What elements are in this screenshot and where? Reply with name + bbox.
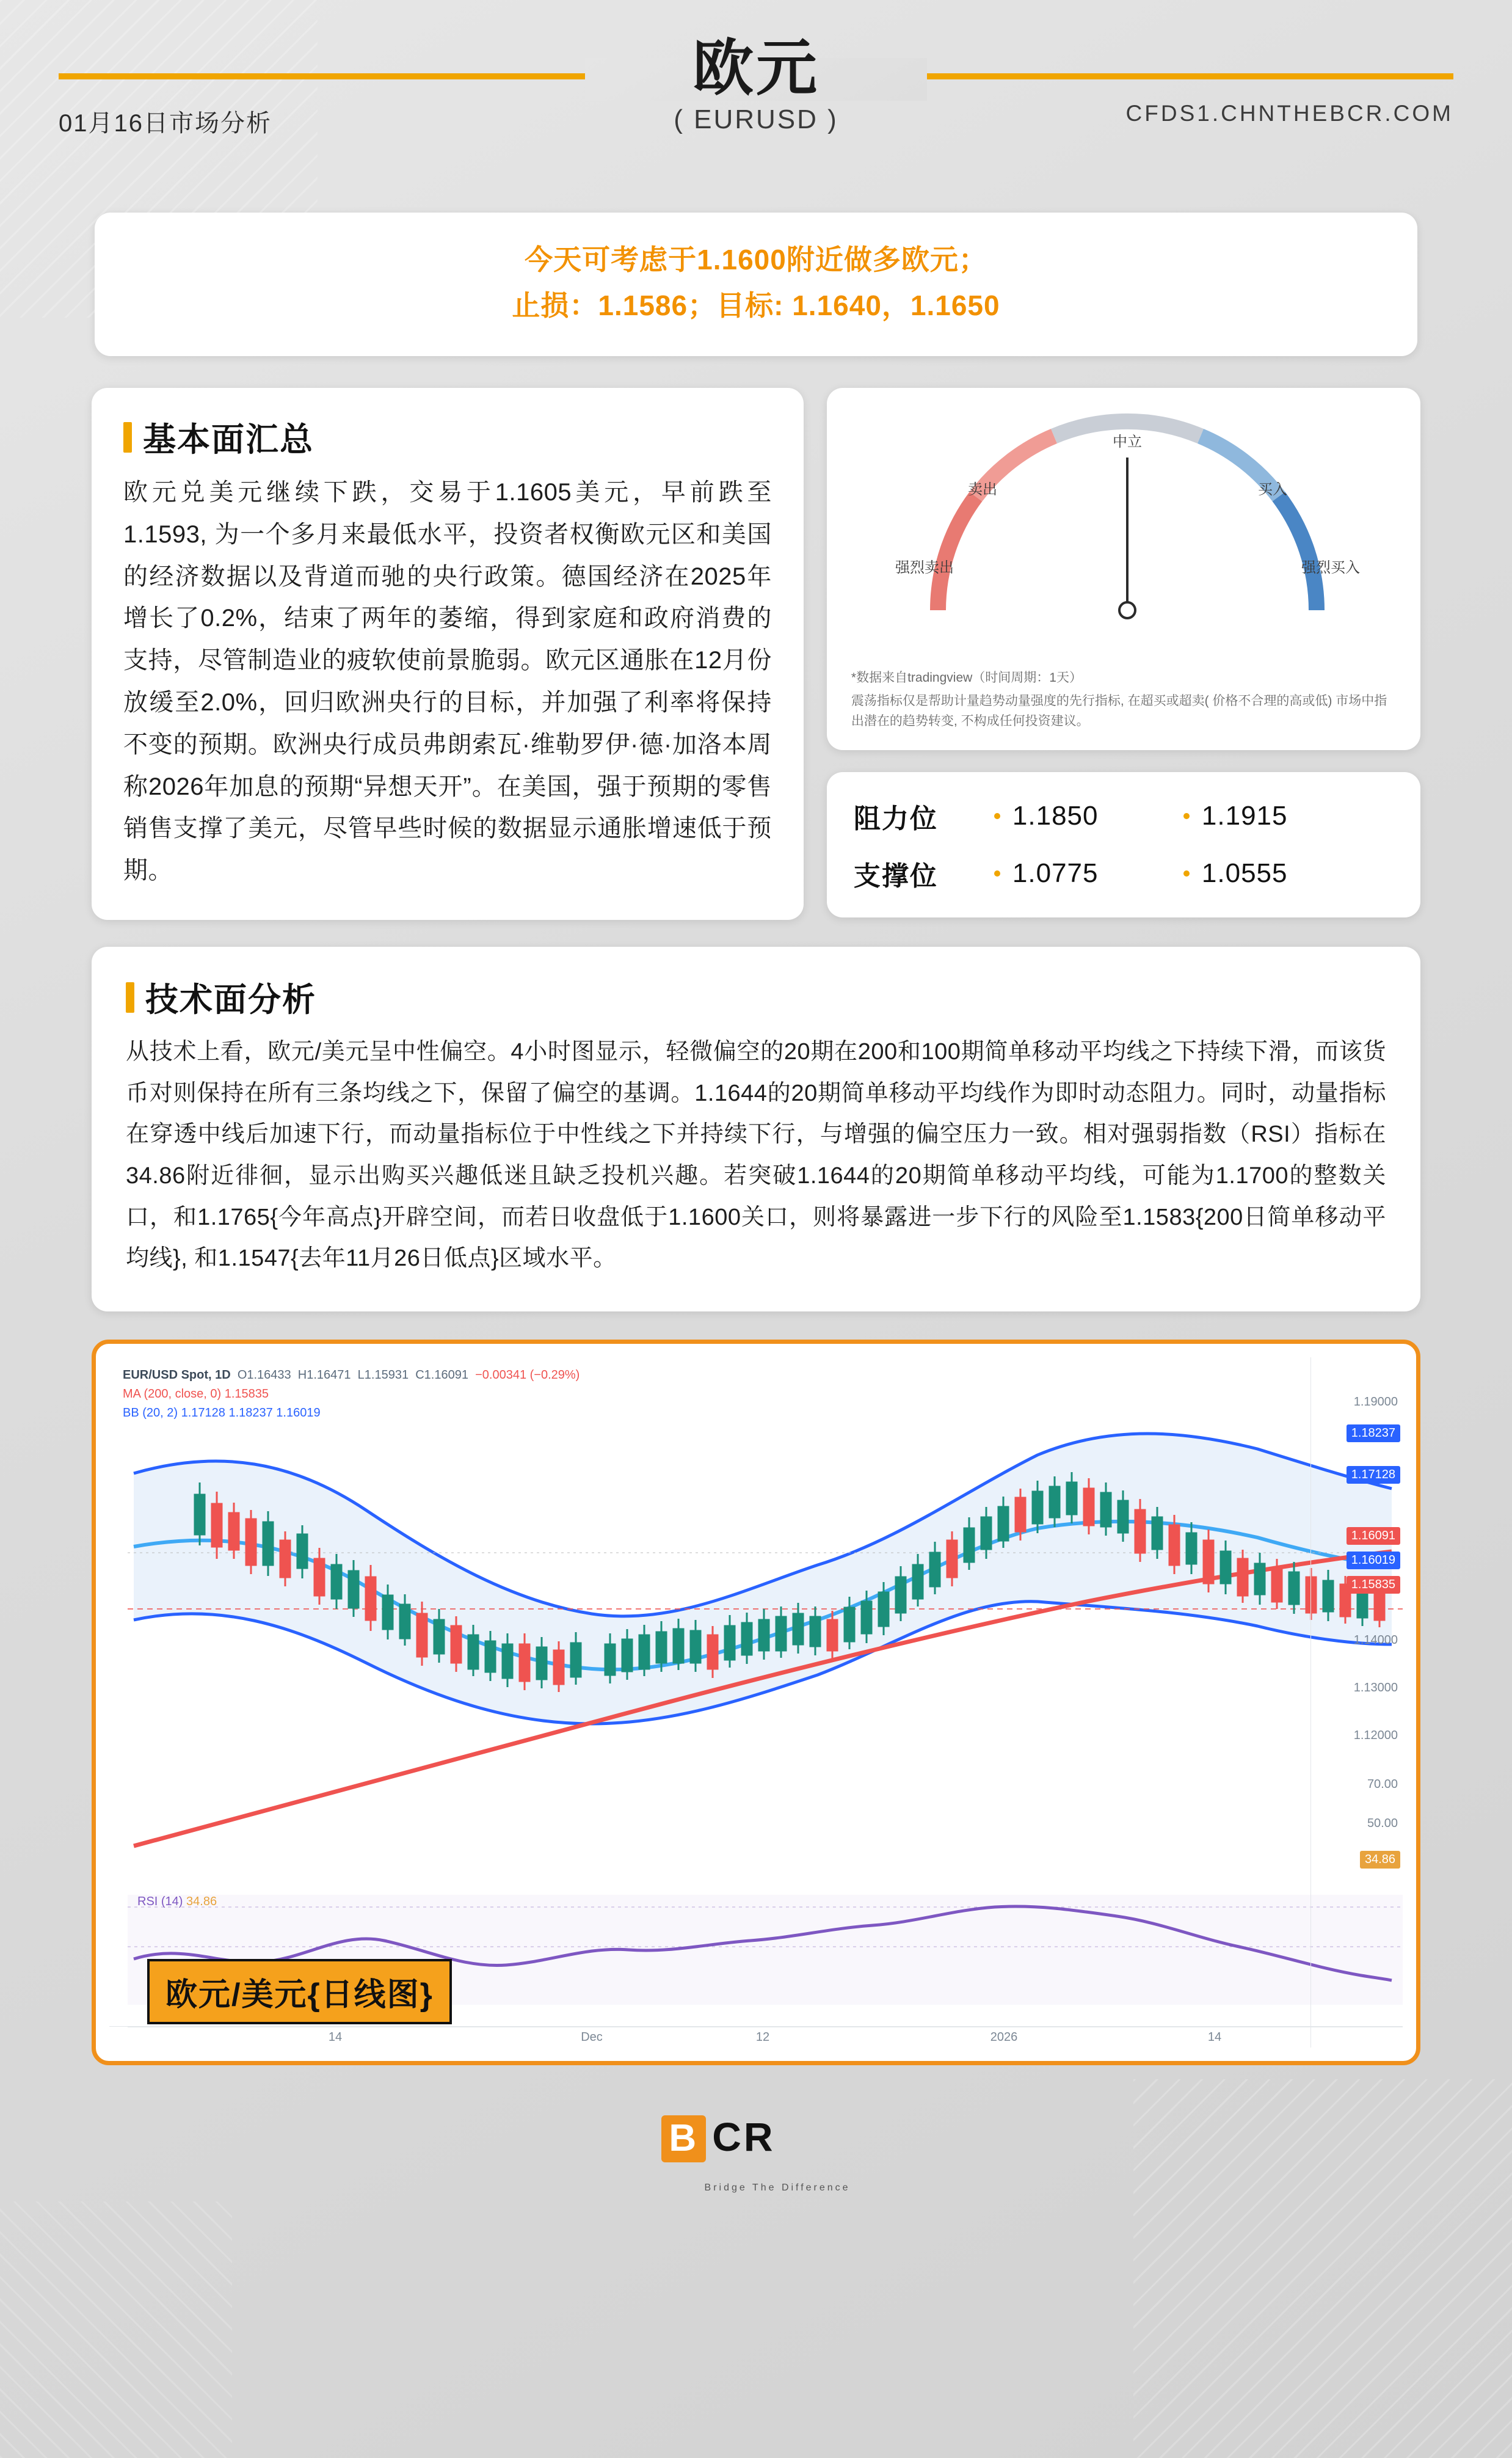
- section-accent-bar: [123, 422, 132, 453]
- technical-card: [92, 947, 1420, 1311]
- fundamental-card: [92, 388, 804, 920]
- support-item-2: [1183, 858, 1373, 889]
- resistance-label: 阻力位: [853, 803, 938, 834]
- footer: [0, 2092, 1512, 2193]
- gauge-disclaimer: 震荡指标仅是帮助计量趋势动量强度的先行指标, 在超买或超卖( 价格不合理的高或低) 市场中指出潜在的趋势转变, 不构成任何投资建议。: [851, 693, 1387, 729]
- bullet-dot-icon: [994, 813, 1000, 819]
- price-tick-1: 1.19000: [1353, 1395, 1398, 1409]
- section-accent-bar: [126, 982, 134, 1013]
- price-badge-bb-upper: 1.18237: [1347, 1424, 1400, 1442]
- fundamental-heading: [123, 414, 772, 461]
- header-website: CFDS1.CHNTHEBCR.COM: [1125, 101, 1453, 126]
- rsi-badge-value: 34.86: [1360, 1851, 1400, 1869]
- technical-text: 从技术上看，欧元/美元呈中性偏空。4小时图显示，轻微偏空的20期在200和100期简单移动平均线之下持续下滑，而该货币对则保持在所有三条均线之下，保留了偏空的基调。1.1644的20期简单移动平均线作为即时动态阻力。同时，动量指标在穿透中线后加速下行，而动量指标位于中性线之下并持续下行，与增强的偏空压力一致。相对强弱指数（RSI）指标在34.86附近徘徊，显示出购买兴趣低迷且缺乏投机兴趣。若突破1.1644的20期简单移动平均线，可能为1.1700的整数关口，和1.1765{今年高点}开辟空间，而若日收盘低于1.1600关口，则将暴露进一步下行的风险至1.1583{200日简单移动平均线}, 和1.1547{去年11月26日低点}区域水平。: [126, 1039, 1386, 1272]
- resistance-value-1: 1.1850: [1012, 800, 1099, 831]
- chart-ohlc-legend: [123, 1366, 580, 1423]
- fundamental-title: 基本面汇总: [143, 421, 314, 459]
- time-tick-3: 12: [755, 2030, 770, 2044]
- gauge-neutral-label: 中立: [1112, 434, 1142, 451]
- middle-section: [92, 388, 1420, 920]
- gauge-buy-label: 买入: [1257, 481, 1287, 498]
- support-row: [854, 854, 1394, 893]
- price-chart[interactable]: [109, 1357, 1403, 2048]
- bcr-logo: [661, 2113, 775, 2162]
- price-axis: [1310, 1357, 1403, 2048]
- bullet-dot-icon: [994, 870, 1000, 877]
- time-tick-2: Dec: [581, 2030, 603, 2044]
- trade-idea-line-2: 止损：1.1586；目标: 1.1640，1.1650: [512, 289, 1000, 321]
- resistance-item-2: [1183, 801, 1373, 831]
- sentiment-gauge: [851, 409, 1396, 665]
- chart-open: O1.16433: [237, 1368, 291, 1382]
- price-tick-3: 1.13000: [1353, 1680, 1398, 1694]
- rsi-legend-name: RSI (14): [137, 1894, 183, 1908]
- texture-bottom-left: [0, 2201, 232, 2458]
- page-title: 欧元: [692, 34, 820, 103]
- chart-bb-legend: BB (20, 2) 1.17128 1.18237 1.16019: [123, 1406, 321, 1420]
- header-center: [542, 34, 970, 135]
- chart-container: [92, 1340, 1420, 2065]
- gauge-strong-buy-label: 强烈买入: [1301, 560, 1360, 577]
- price-tick-2: 1.14000: [1353, 1633, 1398, 1647]
- time-tick-4: 2026: [990, 2030, 1018, 2044]
- rsi-legend: [137, 1895, 217, 1909]
- chart-caption-badge: 欧元/美元{日线图}: [147, 1959, 452, 2024]
- header-date: 01月16日市场分析: [59, 110, 272, 137]
- rsi-legend-value: 34.86: [186, 1894, 217, 1908]
- levels-card: [827, 772, 1420, 917]
- resistance-item-1: [994, 801, 1183, 831]
- price-badge-ma200: 1.15835: [1347, 1576, 1400, 1594]
- fundamental-text: 欧元兑美元继续下跌，交易于1.1605美元，早前跌至1.1593, 为一个多月来最低水平，投资者权衡欧元区和美国的经济数据以及背道而驰的央行政策。德国经济在2025年增长了0.2%，结束了两年的萎缩，得到家庭和政府消费的支持，尽管制造业的疲软使前景脆弱。欧元区通胀在12月份放缓至2.0%，回归欧洲央行的目标，并加强了利率将保持不变的预期。欧洲央行成员弗朗索瓦·维勒罗伊·德·加洛本周称2026年加息的预期“异想天开”。在美国，强于预期的零售销售支撑了美元，尽管早些时候的数据显示通胀增速低于预期。: [123, 479, 772, 884]
- chart-change: −0.00341 (−0.29%): [475, 1368, 580, 1382]
- price-tick-4: 1.12000: [1353, 1728, 1398, 1742]
- right-column: [827, 388, 1420, 917]
- chart-ma-legend: MA (200, close, 0) 1.15835: [123, 1387, 269, 1401]
- resistance-row: [854, 797, 1394, 836]
- page-subtitle: ( EURUSD ): [674, 104, 838, 134]
- bcr-logo-b: B: [661, 2115, 706, 2162]
- header: [0, 0, 1512, 202]
- header-rule-left: [59, 73, 608, 79]
- chart-high: H1.16471: [297, 1368, 351, 1382]
- support-value-1: 1.0775: [1012, 858, 1099, 888]
- chart-plot: [109, 1357, 1403, 2048]
- bullet-dot-icon: [1183, 870, 1190, 877]
- trade-idea-callout: [95, 213, 1417, 356]
- price-badge-bb-lower: 1.16019: [1347, 1552, 1400, 1569]
- support-value-2: 1.0555: [1201, 858, 1288, 888]
- gauge-strong-sell-label: 强烈卖出: [895, 560, 954, 577]
- time-tick-1: 14: [328, 2030, 343, 2044]
- bcr-logo-rest: CR: [712, 2113, 776, 2159]
- price-badge-close: 1.16091: [1347, 1527, 1400, 1545]
- rsi-tick-70: 70.00: [1367, 1777, 1398, 1791]
- header-rule-right: [904, 73, 1453, 79]
- trade-idea-line-1: 今天可考虑于1.1600附近做多欧元；: [525, 244, 987, 275]
- support-item-1: [994, 858, 1183, 889]
- chart-low: L1.15931: [357, 1368, 409, 1382]
- chart-close: C1.16091: [415, 1368, 468, 1382]
- bullet-dot-icon: [1183, 813, 1190, 819]
- technical-heading: [126, 974, 1386, 1021]
- resistance-value-2: 1.1915: [1201, 800, 1288, 831]
- rsi-tick-50: 50.00: [1367, 1816, 1398, 1830]
- technical-title: 技术面分析: [145, 982, 316, 1018]
- time-tick-5: 14: [1207, 2030, 1222, 2044]
- support-label: 支撑位: [853, 861, 938, 891]
- chart-symbol: EUR/USD Spot, 1D: [123, 1368, 231, 1382]
- gauge-source-note: *数据来自tradingview（时间周期：1天）: [851, 671, 1082, 685]
- gauge-sell-label: 卖出: [967, 481, 997, 498]
- sentiment-gauge-card: [827, 388, 1420, 750]
- price-badge-bb-basis: 1.17128: [1347, 1466, 1400, 1484]
- time-axis: [109, 2026, 1311, 2048]
- bcr-tagline: Bridge The Difference: [704, 2182, 851, 2193]
